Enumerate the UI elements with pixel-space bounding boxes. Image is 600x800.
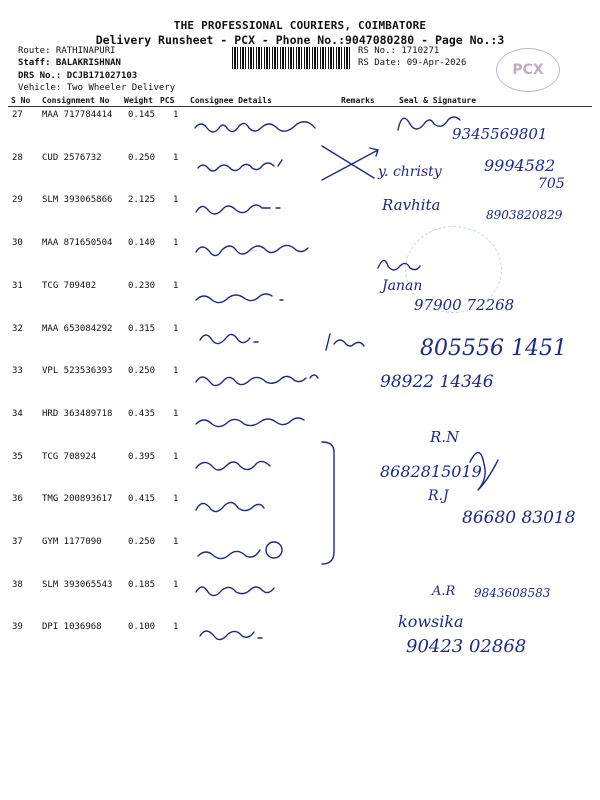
consignee-scribble-29 — [196, 205, 280, 214]
row-sno: 29 — [12, 195, 23, 205]
row-pcs: 1 — [173, 238, 179, 248]
col-seal-signature: Seal & Signature — [399, 96, 477, 105]
row-sno: 35 — [12, 452, 23, 462]
vehicle-label: Vehicle: Two Wheeler Delivery — [18, 83, 176, 93]
consignee-scribble-35 — [196, 461, 270, 470]
row-cno: HRD 363489718 — [42, 409, 113, 419]
row-pcs: 1 — [173, 195, 179, 205]
row-sno: 28 — [12, 153, 23, 163]
row-sno: 33 — [12, 366, 23, 376]
consignee-scribble-27 — [195, 122, 315, 132]
rs-number: RS No.: 1710271 — [358, 46, 440, 56]
row-weight: 0.100 — [128, 622, 156, 632]
rs-date: RS Date: 09-Apr-2026 — [358, 58, 467, 68]
cross-arrow-mark — [322, 146, 378, 180]
row-cno: MAA 871650504 — [42, 238, 113, 248]
row-pcs: 1 — [173, 537, 179, 547]
runsheet-title: Delivery Runsheet - PCX - Phone No.:9047080280 - Page No.:3 — [95, 33, 505, 47]
row-weight: 0.250 — [128, 153, 156, 163]
row-pcs: 1 — [173, 494, 179, 504]
row-pcs: 1 — [173, 324, 179, 334]
phone-28: 9994582 — [484, 156, 556, 175]
consignee-scribble-37 — [198, 542, 282, 559]
row-cno: GYM 1177090 — [42, 537, 102, 547]
col-remarks: Remarks — [341, 96, 375, 105]
phone-28-suffix: 705 — [538, 176, 565, 192]
consignee-scribble-39 — [200, 631, 262, 640]
consignee-scribble-28 — [198, 160, 282, 171]
row-cno: VPL 523536393 — [42, 366, 113, 376]
staff-label: Staff: BALAKRISHNAN — [18, 58, 121, 68]
signature-name-36: R.J — [428, 488, 449, 504]
row-cno: DPI 1036968 — [42, 622, 102, 632]
row-weight: 0.250 — [128, 366, 156, 376]
row-sno: 39 — [12, 622, 23, 632]
row-weight: 0.315 — [128, 324, 156, 334]
row-pcs: 1 — [173, 281, 179, 291]
row-pcs: 1 — [173, 366, 179, 376]
phone-31: 97900 72268 — [414, 296, 515, 314]
phone-36: 86680 83018 — [462, 508, 576, 528]
signature-name-31: Janan — [382, 278, 423, 294]
row-cno: TCG 708924 — [42, 452, 97, 462]
row-weight: 0.140 — [128, 238, 156, 248]
row-cno: SLM 393065866 — [42, 195, 113, 205]
consignee-scribble-36 — [196, 502, 264, 511]
phone-27: 9345569801 — [452, 125, 548, 143]
signature-name-28: y. christy — [378, 164, 442, 180]
row-weight: 0.145 — [128, 110, 156, 120]
row-sno: 30 — [12, 238, 23, 248]
col-weight: Weight — [124, 96, 153, 105]
drs-label: DRS No.: DCJB171027103 — [18, 71, 138, 81]
row-pcs: 1 — [173, 452, 179, 462]
row-sno: 31 — [12, 281, 23, 291]
row-weight: 0.435 — [128, 409, 156, 419]
consignee-scribble-34 — [196, 418, 304, 427]
consignee-scribble-31 — [196, 294, 283, 303]
row-weight: 0.415 — [128, 494, 156, 504]
phone-38: 9843608583 — [474, 586, 551, 600]
phone-29: 8903820829 — [486, 208, 563, 222]
row-cno: MAA 717784414 — [42, 110, 113, 120]
row-cno: MAA 653084292 — [42, 324, 113, 334]
row-sno: 32 — [12, 324, 23, 334]
row-cno: SLM 393065543 — [42, 580, 113, 590]
phone-33: 98922 14346 — [380, 372, 494, 392]
row-sno: 36 — [12, 494, 23, 504]
row-pcs: 1 — [173, 110, 179, 120]
phone-32: 805556 1451 — [420, 336, 567, 361]
col-pcs: PCS — [160, 96, 175, 105]
consignee-scribble-30 — [196, 245, 308, 255]
phone-35: 8682815019 — [380, 462, 482, 481]
company-title: THE PROFESSIONAL COURIERS, COIMBATORE — [173, 19, 427, 32]
consignee-scribble-32 — [200, 334, 364, 350]
row-sno: 38 — [12, 580, 23, 590]
consignee-scribble-33 — [196, 375, 318, 386]
row-pcs: 1 — [173, 622, 179, 632]
col-consignment: Consignment No — [42, 96, 110, 105]
bracket-mark — [322, 442, 334, 564]
col-consignee: Consignee Details — [190, 96, 272, 105]
row-weight: 2.125 — [128, 195, 156, 205]
route-label: Route: RATHINAPURI — [18, 46, 116, 56]
row-weight: 0.185 — [128, 580, 156, 590]
col-sno: S No — [11, 96, 31, 105]
row-sno: 34 — [12, 409, 23, 419]
row-sno: 27 — [12, 110, 23, 120]
row-cno: TCG 709402 — [42, 281, 97, 291]
row-pcs: 1 — [173, 153, 179, 163]
row-cno: CUD 2576732 — [42, 153, 102, 163]
row-weight: 0.395 — [128, 452, 156, 462]
signature-name-29: Ravhita — [382, 196, 441, 214]
pcx-stamp: PCX — [496, 48, 560, 92]
row-pcs: 1 — [173, 409, 179, 419]
row-pcs: 1 — [173, 580, 179, 590]
row-weight: 0.230 — [128, 281, 156, 291]
signature-27 — [398, 117, 460, 130]
signature-name-39: kowsika — [398, 612, 464, 631]
signature-name-38: A.R — [432, 584, 456, 599]
phone-39: 90423 02868 — [406, 636, 527, 657]
signature-31 — [378, 260, 420, 270]
signature-name-34: R.N — [430, 428, 460, 446]
consignee-scribble-38 — [196, 587, 274, 596]
row-cno: TMG 200893617 — [42, 494, 113, 504]
row-sno: 37 — [12, 537, 23, 547]
row-weight: 0.250 — [128, 537, 156, 547]
